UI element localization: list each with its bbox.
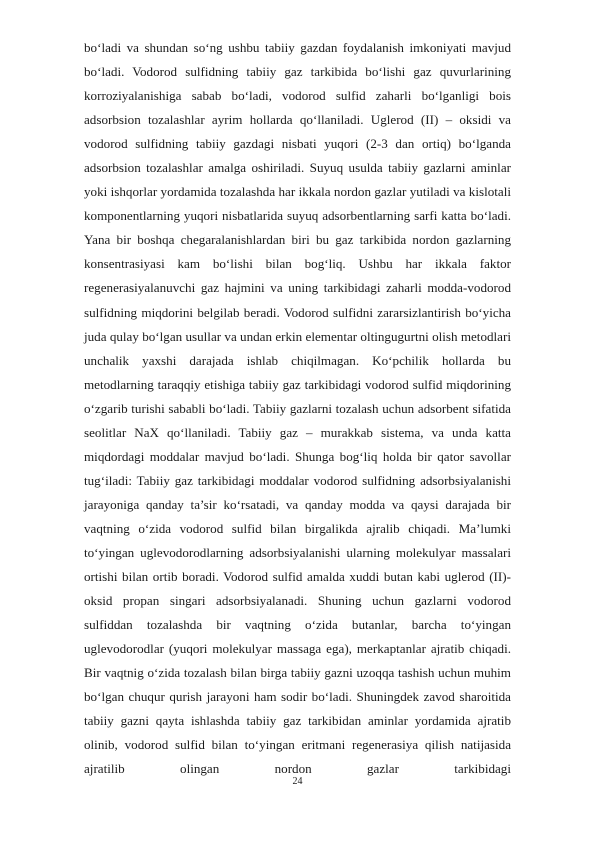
- body-paragraph: bo‘ladi va shundan so‘ng ushbu tabiiy gazdan foydalanish imkoniyati mavjud bo‘ladi. Vodorod sulfidning tabiiy gaz tarkibida bo‘lishi gaz quvurlarining korroziyalanishiga sabab bo‘ladi, vodorod sulfid zaharli bo‘lganligi bois adsorbsion tozalashlar ayrim hollarda qo‘llaniladi. Uglerod (II) – oksidi va vodorod sulfidning tabiiy gazdagi nisbati yuqori (2-3 dan ortiq) bo‘lganda adsorbsion tozalashlar amalga oshiriladi. Suyuq usulda tabiiy gazlarni aminlar yoki ishqorlar yordamida tozalashda har ikkala nordon gazlar yutiladi va kislotali komponentlarning yuqori nisbatlarida suyuq adsorbentlarning sarfi katta bo‘ladi. Yana bir boshqa chegaralanishlardan biri bu gaz tarkibida nordon gazlarning konsentrasiyasi kam bo‘lishi bilan bog‘liq. Ushbu har ikkala faktor regenerasiyalanuvchi gaz hajmini va uning tarkibidagi zaharli modda-vodorod sulfidning miqdorini belgilab beradi. Vodorod sulfidni zararsizlantirish bo‘yicha juda qulay bo‘lgan usullar va undan erkin elementar oltingugurtni olish metodlari unchalik yaxshi darajada ishlab chiqilmagan. Ko‘pchilik hollarda bu metodlarning taraqqiy etishiga tabiiy gaz tarkibidagi vodorod sulfid miqdorining o‘zgarib turishi sababli bo‘ladi. Tabiiy gazlarni tozalash uchun adsorbent sifatida seolitlar NaX qo‘llaniladi. Tabiiy gaz – murakkab sistema, va unda katta miqdordagi moddalar mavjud bo‘ladi. Shunga bog‘liq holda bir qator savollar tug‘iladi: Tabiiy gaz tarkibidagi moddalar vodorod sulfidning adsorbsiyalanishi jarayoniga qanday ta’sir ko‘rsatadi, va qanday modda va qaysi darajada bir vaqtning o‘zida vodorod sulfid bilan birgalikda ajralib chiqadi. Ma’lumki to‘yingan uglevodorodlarning adsorbsiyalanishi ularning molekulyar massalari ortishi bilan ortib boradi. Vodorod sulfid amalda xuddi butan kabi uglerod (II)-oksid propan singari adsorbsiyalanadi. Shuning uchun gazlarni vodorod sulfiddan tozalashda bir vaqtning o‘zida butanlar, barcha to‘yingan uglevodorodlar (yuqori molekulyar massaga ega), merkaptanlar ajratib chiqadi. Bir vaqtnig o‘zida tozalash bilan birga tabiiy gazni uzoqqa tashish uchun muhim bo‘lgan chuqur qurish jarayoni ham sodir bo‘ladi. Shuningdek zavod sharoitida tabiiy gazni qayta ishlashda tabiiy gaz tarkibidan aminlar yordamida ajratib olinib, vodorod sulfid bilan to‘yingan eritmani regenerasiya qilish natijasida ajratilib olingan nordon gazlar tarkibidagi: [84, 40, 511, 777]
- page-number: 24: [292, 776, 303, 787]
